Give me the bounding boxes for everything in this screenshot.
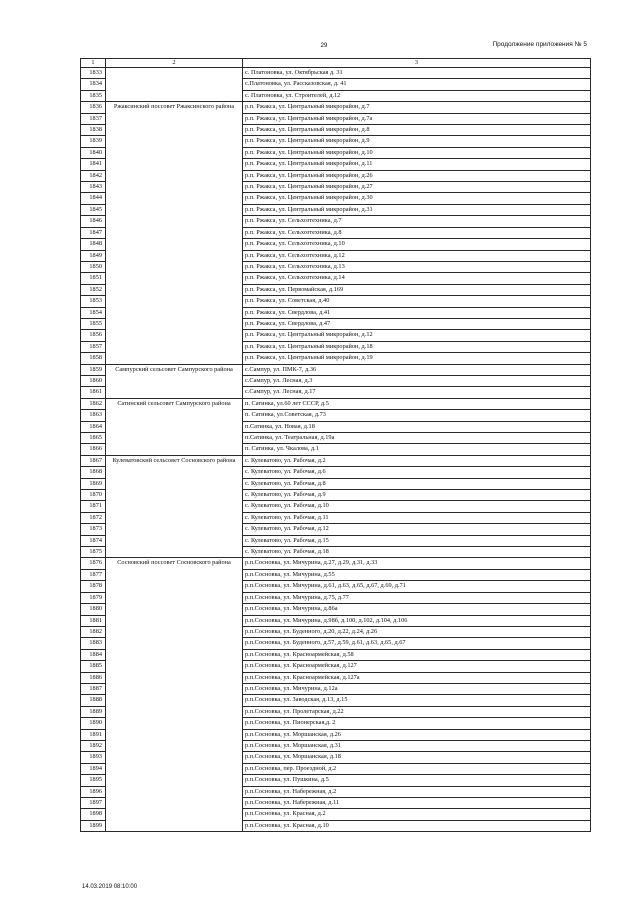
address-cell: р.п.Сосновка, ул. Пролетарская, д.22 bbox=[243, 706, 591, 717]
address-cell: п.Сатинка, ул. Театральная, д.19а bbox=[243, 433, 591, 444]
address-cell: р.п. Ржакса, ул. Сельхозтехника, д.7 bbox=[243, 216, 591, 227]
row-number: 1839 bbox=[81, 136, 106, 147]
municipality-cell: Сампурский сельсовет Сампурского района bbox=[106, 364, 243, 398]
address-cell: р.п. Ржакса, ул. Центральный микрорайон, д.8 bbox=[243, 125, 591, 136]
address-cell: с. Кулеватово, ул. Рабочая, д.8 bbox=[243, 478, 591, 489]
address-cell: с.Сампур, ул. ПМК-7, д.36 bbox=[243, 364, 591, 375]
row-number: 1845 bbox=[81, 204, 106, 215]
row-number: 1892 bbox=[81, 740, 106, 751]
row-number: 1885 bbox=[81, 661, 106, 672]
row-number: 1843 bbox=[81, 182, 106, 193]
row-number: 1846 bbox=[81, 216, 106, 227]
address-cell: р.п.Сосновка, ул. Красноармейская, д.127а bbox=[243, 672, 591, 683]
municipality-cell: Сосновский поссовет Сосновского района bbox=[106, 558, 243, 832]
address-table bbox=[80, 58, 591, 832]
row-number: 1886 bbox=[81, 672, 106, 683]
table-row bbox=[81, 558, 591, 569]
row-number: 1851 bbox=[81, 273, 106, 284]
row-number: 1833 bbox=[81, 68, 106, 79]
address-cell: р.п.Сосновка, ул. Красная, д.2 bbox=[243, 809, 591, 820]
row-number: 1861 bbox=[81, 387, 106, 398]
address-cell: р.п. Ржакса, ул. Свердлова, д.47 bbox=[243, 318, 591, 329]
row-number: 1850 bbox=[81, 261, 106, 272]
address-cell: р.п.Сосновка, ул. Буденного, д.20, д.22, д.24, д.26 bbox=[243, 626, 591, 637]
row-number: 1864 bbox=[81, 421, 106, 432]
row-number: 1838 bbox=[81, 125, 106, 136]
row-number: 1870 bbox=[81, 490, 106, 501]
table-header-row bbox=[81, 59, 591, 68]
address-cell: с. Кулеватово, ул. Рабочая, д.2 bbox=[243, 455, 591, 466]
row-number: 1884 bbox=[81, 649, 106, 660]
address-cell: р.п.Сосновка, ул. Мичурина, д.61, д.63, д.65, д.67, д.69, д.71 bbox=[243, 581, 591, 592]
address-cell: р.п. Ржакса, ул. Первомайская, д.169 bbox=[243, 284, 591, 295]
row-number: 1890 bbox=[81, 718, 106, 729]
row-number: 1899 bbox=[81, 820, 106, 831]
row-number: 1862 bbox=[81, 398, 106, 409]
column-header: 3 bbox=[243, 59, 591, 68]
row-number: 1849 bbox=[81, 250, 106, 261]
address-cell: р.п. Ржакса, ул. Центральный микрорайон, д.18 bbox=[243, 341, 591, 352]
footer-timestamp: 14.03.2019 08:10:00 bbox=[82, 884, 138, 890]
row-number: 1867 bbox=[81, 455, 106, 466]
row-number: 1871 bbox=[81, 501, 106, 512]
table-body bbox=[81, 68, 591, 832]
row-number: 1891 bbox=[81, 729, 106, 740]
address-cell: с. Кулеватово, ул. Рабочая, д.9 bbox=[243, 490, 591, 501]
row-number: 1896 bbox=[81, 786, 106, 797]
address-cell: р.п. Ржакса, ул. Центральный микрорайон, д.9 bbox=[243, 136, 591, 147]
municipality-cell: Ржаксинский поссовет Ржаксинского района bbox=[106, 102, 243, 364]
row-number: 1854 bbox=[81, 307, 106, 318]
address-cell: р.п.Сосновка, ул. Набережная, д.2 bbox=[243, 786, 591, 797]
table-row bbox=[81, 102, 591, 113]
address-cell: с. Платоновка, ул. Октябрьская д. 31 bbox=[243, 68, 591, 79]
address-cell: р.п.Сосновка, ул. Набережная, д.11 bbox=[243, 798, 591, 809]
address-cell: р.п. Ржакса, ул. Центральный микрорайон, д.30 bbox=[243, 193, 591, 204]
row-number: 1882 bbox=[81, 626, 106, 637]
row-number: 1876 bbox=[81, 558, 106, 569]
column-header: 1 bbox=[81, 59, 106, 68]
row-number: 1848 bbox=[81, 239, 106, 250]
address-cell: с. Кулеватово, ул. Рабочая, д.18 bbox=[243, 547, 591, 558]
row-number: 1856 bbox=[81, 330, 106, 341]
row-number: 1872 bbox=[81, 512, 106, 523]
address-cell: р.п. Ржакса, ул. Центральный микрорайон, д.31 bbox=[243, 204, 591, 215]
address-cell: с.Сампур, ул. Лесная, д.17 bbox=[243, 387, 591, 398]
row-number: 1836 bbox=[81, 102, 106, 113]
address-cell: р.п.Сосновка, ул. Красноармейская, д.127 bbox=[243, 661, 591, 672]
row-number: 1857 bbox=[81, 341, 106, 352]
address-cell: с.Сампур, ул. Лесная, д.3 bbox=[243, 375, 591, 386]
address-cell: р.п. Ржакса, ул. Центральный микрорайон, д.26 bbox=[243, 170, 591, 181]
row-number: 1895 bbox=[81, 775, 106, 786]
municipality-cell bbox=[106, 68, 243, 102]
address-cell: р.п.Сосновка, ул. Мичурина, д.75, д.77 bbox=[243, 592, 591, 603]
row-number: 1869 bbox=[81, 478, 106, 489]
row-number: 1887 bbox=[81, 683, 106, 694]
address-cell: р.п. Ржакса, ул. Центральный микрорайон, д.12 bbox=[243, 330, 591, 341]
address-cell: р.п.Сосновка, ул. Красноармейская, д.58 bbox=[243, 649, 591, 660]
address-cell: р.п.Сосновка, ул. Красная, д.10 bbox=[243, 820, 591, 831]
address-cell: с. Кулеватово, ул. Рабочая, д.6 bbox=[243, 467, 591, 478]
address-cell: р.п. Ржакса, ул. Сельхозтехника, д.12 bbox=[243, 250, 591, 261]
row-number: 1875 bbox=[81, 547, 106, 558]
address-cell: р.п. Ржакса, ул. Центральный микрорайон, д.7а bbox=[243, 113, 591, 124]
address-cell: с. Платоновка, ул. Строителей, д.12 bbox=[243, 90, 591, 101]
row-number: 1835 bbox=[81, 90, 106, 101]
address-cell: р.п. Ржакса, ул. Центральный микрорайон, д.7 bbox=[243, 102, 591, 113]
address-cell: р.п.Сосновка, ул. Заводская, д.13, д.15 bbox=[243, 695, 591, 706]
row-number: 1877 bbox=[81, 569, 106, 580]
row-number: 1865 bbox=[81, 433, 106, 444]
row-number: 1881 bbox=[81, 615, 106, 626]
address-cell: с.Платоновка, ул. Рассказовская, д. 41 bbox=[243, 79, 591, 90]
appendix-label: Продолжение приложения № 5 bbox=[492, 41, 587, 48]
row-number: 1859 bbox=[81, 364, 106, 375]
address-cell: р.п. Ржакса, ул. Советская, д.40 bbox=[243, 296, 591, 307]
row-number: 1893 bbox=[81, 752, 106, 763]
address-cell: п. Сатинка, ул. Чкалова, д.1 bbox=[243, 444, 591, 455]
address-cell: р.п.Сосновка, ул. Пушкина, д.5 bbox=[243, 775, 591, 786]
address-cell: п.Сатинка, ул. Новая, д.18 bbox=[243, 421, 591, 432]
address-cell: р.п. Ржакса, ул. Свердлова, д.41 bbox=[243, 307, 591, 318]
row-number: 1894 bbox=[81, 763, 106, 774]
table-row bbox=[81, 398, 591, 409]
row-number: 1888 bbox=[81, 695, 106, 706]
row-number: 1860 bbox=[81, 375, 106, 386]
column-header: 2 bbox=[106, 59, 243, 68]
page-number: 29 bbox=[320, 43, 328, 49]
row-number: 1898 bbox=[81, 809, 106, 820]
table-row bbox=[81, 68, 591, 79]
row-number: 1883 bbox=[81, 638, 106, 649]
row-number: 1844 bbox=[81, 193, 106, 204]
address-cell: р.п.Сосновка, ул. Мичурина, д.12а bbox=[243, 683, 591, 694]
row-number: 1855 bbox=[81, 318, 106, 329]
row-number: 1834 bbox=[81, 79, 106, 90]
row-number: 1897 bbox=[81, 798, 106, 809]
table-row bbox=[81, 364, 591, 375]
row-number: 1866 bbox=[81, 444, 106, 455]
address-cell: р.п.Сосновка, ул. Мичурина, д.86а bbox=[243, 604, 591, 615]
row-number: 1837 bbox=[81, 113, 106, 124]
address-cell: с. Кулеватово, ул. Рабочая, д.10 bbox=[243, 501, 591, 512]
address-cell: р.п.Сосновка, ул. Моршанская, д.18 bbox=[243, 752, 591, 763]
address-cell: р.п.Сосновка, ул. Мичурина, д.55 bbox=[243, 569, 591, 580]
row-number: 1873 bbox=[81, 524, 106, 535]
row-number: 1842 bbox=[81, 170, 106, 181]
row-number: 1868 bbox=[81, 467, 106, 478]
row-number: 1841 bbox=[81, 159, 106, 170]
municipality-cell: Кулеватовский сельсовет Сосновского района bbox=[106, 455, 243, 558]
address-cell: р.п.Сосновка, ул. Моршанская, д.26 bbox=[243, 729, 591, 740]
row-number: 1863 bbox=[81, 410, 106, 421]
table-row bbox=[81, 455, 591, 466]
address-cell: р.п. Ржакса, ул. Центральный микрорайон, д.27 bbox=[243, 182, 591, 193]
address-cell: р.п.Сосновка, ул. Моршанская, д.31 bbox=[243, 740, 591, 751]
row-number: 1858 bbox=[81, 353, 106, 364]
row-number: 1847 bbox=[81, 227, 106, 238]
address-cell: с. Кулеватово, ул. Рабочая, д.11 bbox=[243, 512, 591, 523]
row-number: 1878 bbox=[81, 581, 106, 592]
row-number: 1879 bbox=[81, 592, 106, 603]
address-cell: р.п. Ржакса, ул. Центральный микрорайон, д.10 bbox=[243, 147, 591, 158]
row-number: 1874 bbox=[81, 535, 106, 546]
address-cell: р.п.Сосновка, ул. Пионерская,д. 2 bbox=[243, 718, 591, 729]
address-cell: п. Сатинка, ул.60 лет СССР, д.5 bbox=[243, 398, 591, 409]
address-cell: р.п. Ржакса, ул. Центральный микрорайон, д.19 bbox=[243, 353, 591, 364]
row-number: 1880 bbox=[81, 604, 106, 615]
address-cell: р.п.Сосновка, ул. Буденного, д.57, д.59, д.61, д.63, д.65, д.67 bbox=[243, 638, 591, 649]
address-cell: п. Сатинка, ул.Советская, д.73 bbox=[243, 410, 591, 421]
address-cell: р.п. Ржакса, ул. Сельхозтехника, д.13 bbox=[243, 261, 591, 272]
row-number: 1840 bbox=[81, 147, 106, 158]
address-cell: р.п. Ржакса, ул. Сельхозтехника, д.10 bbox=[243, 239, 591, 250]
row-number: 1852 bbox=[81, 284, 106, 295]
address-cell: с. Кулеватово, ул. Рабочая, д.12 bbox=[243, 524, 591, 535]
address-cell: р.п. Ржакса, ул. Центральный микрорайон, д.11 bbox=[243, 159, 591, 170]
address-cell: р.п.Сосновка, ул. Мичурина, д.98б, д.100, д.102, д.104, д.106 bbox=[243, 615, 591, 626]
address-cell: р.п.Сосновка, ул. Мичурина, д.27, д.29, д.31, д.33 bbox=[243, 558, 591, 569]
address-cell: р.п.Сосновка, пер. Проездной, д.2 bbox=[243, 763, 591, 774]
address-cell: с. Кулеватово, ул. Рабочая, д.15 bbox=[243, 535, 591, 546]
row-number: 1889 bbox=[81, 706, 106, 717]
row-number: 1853 bbox=[81, 296, 106, 307]
municipality-cell: Сатинский сельсовет Сампурского района bbox=[106, 398, 243, 455]
address-cell: р.п. Ржакса, ул. Сельхозтехника, д.8 bbox=[243, 227, 591, 238]
address-cell: р.п. Ржакса, ул. Сельхозтехника, д.14 bbox=[243, 273, 591, 284]
